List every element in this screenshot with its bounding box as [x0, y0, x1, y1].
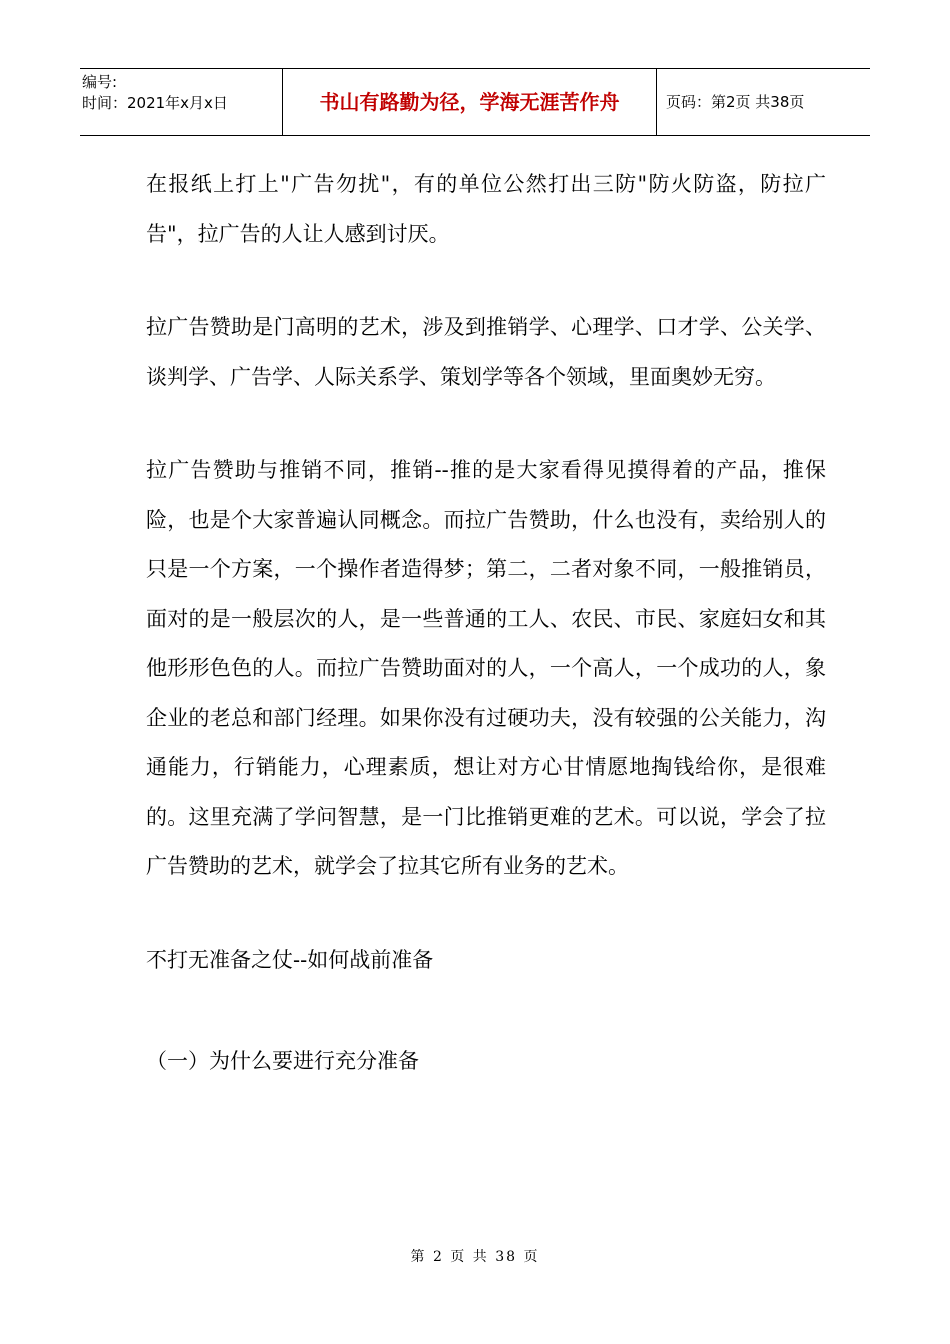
subsection-heading: （一）为什么要进行充分准备 [146, 1049, 419, 1073]
header-time-label: 时间：2021年x月x日 [82, 94, 228, 112]
body-paragraph: 拉广告赞助与推销不同，推销--推的是大家看得见摸得着的产品，推保险，也是个大家普遍认同概念。而拉广告赞助，什么也没有，卖给别人的只是一个方案，一个操作者造得梦；第二，二者对象不同，一般推销员，面对的是一般层次的人，是一些普通的工人、农民、市民、家庭妇女和其他形形色色的人。而拉广告赞助面对的人，一个高人，一个成功的人，象企业的老总和部门经理。如果你没有过硬功夫，没有较强的公关能力，沟通能力，行销能力，心理素质，想让对方心甘情愿地掏钱给你，是很难的。这里充满了学问智慧，是一门比推销更难的艺术。可以说，学会了拉广告赞助的艺术，就学会了拉其它所有业务的艺术。 [146, 458, 826, 878]
section-heading: 不打无准备之仗--如何战前准备 [146, 947, 434, 972]
header-number-label: 编号: [82, 73, 118, 91]
document-body [146, 160, 826, 1087]
body-paragraph: 在报纸上打上"广告勿扰"，有的单位公然打出三防"防火防盗，防拉广告"，拉广告的人让人感到讨厌。 [146, 172, 826, 246]
page-header [80, 68, 870, 136]
page-footer: 第 2 页 共 38 页 [410, 1249, 540, 1265]
header-page-label: 页码：第2页 共38页 [666, 93, 805, 111]
body-paragraph: 拉广告赞助是门高明的艺术，涉及到推销学、心理学、口才学、公关学、谈判学、广告学、人际关系学、策划学等各个领域，里面奥妙无穷。 [146, 315, 826, 389]
header-meta [82, 72, 277, 114]
header-motto: 书山有路勤为径，学海无涯苦作舟 [319, 90, 620, 114]
header-divider [656, 69, 657, 135]
